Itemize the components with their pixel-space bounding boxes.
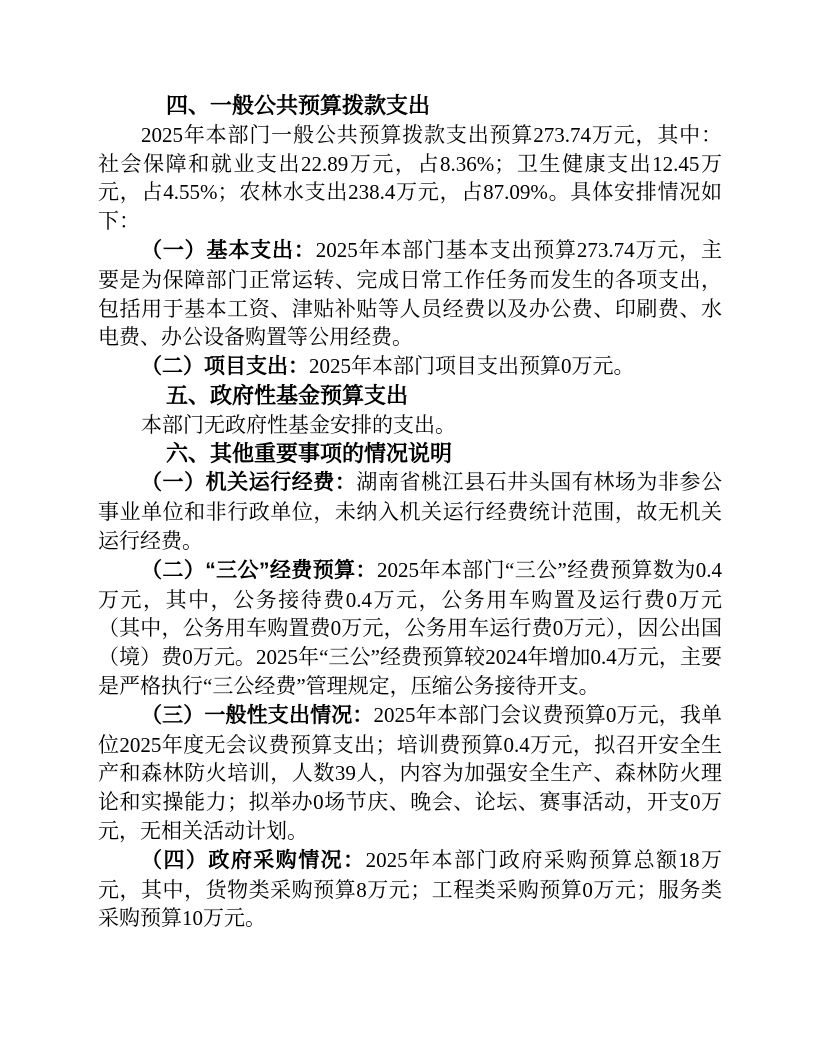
paragraph-text: 2025年本部门“三公”经费预算数为0.4万元，其中，公务接待费0.4万元，公务用车购置及运行费0万元（其中，公务用车购置费0万元，公务用车运行费0万元），因公出国（境）费0万元。2025年“三公”经费预算较2024年增加0.4万元，主要是严格执行“三公经费”管理规定，压缩公务接待开支。 (98, 557, 722, 698)
paragraph-basic-expenditure (98, 236, 722, 352)
section-heading-general-public-budget-expenditure: 四、一般公共预算拨款支出 (166, 93, 431, 118)
paragraph-project-expenditure (98, 352, 722, 382)
paragraph-text: 2025年本部门一般公共预算拨款支出预算273.74万元，其中：社会保障和就业支出22.89万元，占8.36%；卫生健康支出12.45万元，占4.55%；农林水支出238.4万元，占87.09%。具体安排情况如下： (98, 122, 722, 234)
paragraph-text: 本部门无政府性基金安排的支出。 (141, 412, 456, 437)
paragraph-text: 2025年本部门基本支出预算273.74万元，主要是为保障部门正常运转、完成日常工作任务而发生的各项支出，包括用于基本工资、津贴补贴等人员经费以及办公费、印刷费、水电费、办公设备购置等公用经费。 (98, 237, 723, 350)
paragraph-no-government-fund-expenditure (98, 411, 722, 440)
paragraph-agency-operating-expenses (98, 468, 722, 555)
paragraph-general-public-budget-overview (98, 121, 722, 236)
paragraph-text: 2025年本部门政府采购预算总额18万元，其中，货物类采购预算8万元；工程类采购预算0万元；服务类采购预算10万元。 (98, 847, 723, 931)
paragraph-three-public-expenses-budget (98, 556, 722, 701)
section-heading-other-important-matters: 六、其他重要事项的情况说明 (166, 440, 453, 466)
paragraph-general-expenditure-situation (98, 701, 722, 846)
section-heading-government-fund-budget-expenditure: 五、政府性基金预算支出 (166, 382, 409, 408)
paragraph-label-government-procurement: （四）政府采购情况： (141, 848, 366, 872)
paragraph-label-basic-expenditure: （一）基本支出： (141, 238, 316, 262)
paragraph-government-procurement (98, 846, 722, 933)
paragraph-label-general-expenditure-situation: （三）一般性支出情况： (141, 703, 374, 727)
paragraph-label-agency-operating-expenses: （一）机关运行经费： (141, 471, 357, 495)
paragraph-label-three-public-expenses-budget: （二）“三公”经费预算： (141, 558, 377, 582)
paragraph-text: 湖南省桃江县石井头国有林场为非参公事业单位和非行政单位，未纳入机关运行经费统计范围，故无机关运行经费。 (98, 470, 723, 553)
document-body (98, 92, 722, 933)
paragraph-text: 2025年本部门会议费预算0万元，我单位2025年度无会议费预算支出；培训费预算0.4万元，拟召开安全生产和森林防火培训，人数39人，内容为加强安全生产、森林防火理论和实操能力；拟举办0场节庆、晚会、论坛、赛事活动，开支0万元，无相关活动计划。 (98, 702, 723, 843)
paragraph-label-project-expenditure: （二）项目支出： (141, 355, 309, 379)
paragraph-text: 2025年本部门项目支出预算0万元。 (309, 354, 635, 379)
